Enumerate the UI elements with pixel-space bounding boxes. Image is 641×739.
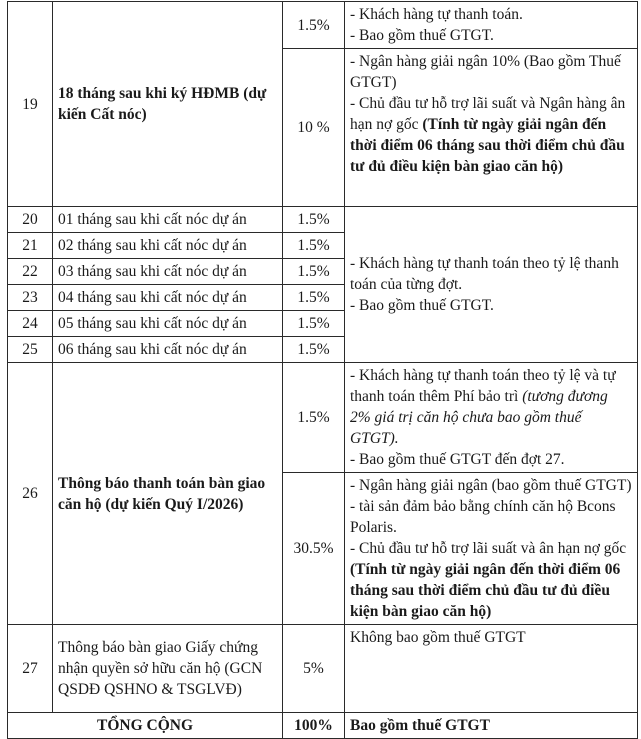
description-line bbox=[350, 365, 632, 449]
milestone-cell: 03 tháng sau khi cất nóc dự án bbox=[53, 259, 283, 285]
description-cell bbox=[345, 207, 638, 363]
total-description: Bao gồm thuế GTGT bbox=[345, 713, 638, 739]
percent-cell: 10 % bbox=[283, 49, 345, 207]
percent-cell: 1.5% bbox=[283, 363, 345, 473]
row-number: 27 bbox=[8, 625, 53, 713]
percent-cell: 1.5% bbox=[283, 285, 345, 311]
row-number: 25 bbox=[8, 337, 53, 363]
description-line bbox=[350, 538, 632, 622]
percent-cell: 5% bbox=[283, 625, 345, 713]
description-cell bbox=[345, 363, 638, 473]
description-text: - Khách hàng tự thanh toán theo tỷ lệ và tự thanh toán thêm Phí bảo trì bbox=[350, 367, 616, 405]
table-row bbox=[8, 2, 638, 49]
description-text: - Chủ đầu tư hỗ trợ lãi suất và ân hạn nợ gốc bbox=[350, 540, 627, 557]
row-number: 23 bbox=[8, 285, 53, 311]
description-line: - Khách hàng tự thanh toán theo tỷ lệ thanh toán của từng đợt. bbox=[350, 255, 619, 293]
total-percent: 100% bbox=[283, 713, 345, 739]
table-row bbox=[8, 363, 638, 473]
description-line bbox=[350, 93, 632, 177]
milestone-cell: 18 tháng sau khi ký HĐMB (dự kiến Cất nóc) bbox=[53, 2, 283, 207]
milestone-cell: 01 tháng sau khi cất nóc dự án bbox=[53, 207, 283, 233]
row-number: 24 bbox=[8, 311, 53, 337]
description-line: - Bao gồm thuế GTGT. bbox=[350, 27, 494, 44]
total-label: TỔNG CỘNG bbox=[8, 713, 283, 739]
row-number: 21 bbox=[8, 233, 53, 259]
percent-cell: 1.5% bbox=[283, 233, 345, 259]
description-line: - Khách hàng tự thanh toán. bbox=[350, 6, 523, 23]
description-cell bbox=[345, 2, 638, 49]
milestone-cell: 02 tháng sau khi cất nóc dự án bbox=[53, 233, 283, 259]
percent-cell: 1.5% bbox=[283, 259, 345, 285]
milestone-cell: Thông báo bàn giao Giấy chứng nhận quyền sở hữu căn hộ (GCN QSDĐ QSHNO & TSGLVĐ) bbox=[53, 625, 283, 713]
percent-cell: 1.5% bbox=[283, 337, 345, 363]
milestone-cell: 05 tháng sau khi cất nóc dự án bbox=[53, 311, 283, 337]
total-row bbox=[8, 713, 638, 739]
milestone-cell: 04 tháng sau khi cất nóc dự án bbox=[53, 285, 283, 311]
description-bold-text: (Tính từ ngày giải ngân đến thời điểm 06 tháng sau thời điểm chủ đầu tư đủ điều kiện bàn giao căn hộ) bbox=[350, 561, 621, 620]
milestone-cell: Thông báo thanh toán bàn giao căn hộ (dự kiến Quý I/2026) bbox=[53, 363, 283, 625]
payment-schedule-table bbox=[7, 1, 638, 739]
description-italic-text: (tương đương 2% giá trị căn hộ chưa bao gồm thuế GTGT). bbox=[350, 388, 608, 447]
milestone-cell: 06 tháng sau khi cất nóc dự án bbox=[53, 337, 283, 363]
description-bold-text: (Tính từ ngày giải ngân đến thời điểm 06 tháng sau thời điểm chủ đầu tư đủ điều kiện bàn giao căn hộ) bbox=[350, 116, 625, 175]
description-cell: Không bao gồm thuế GTGT bbox=[345, 625, 638, 713]
table-row bbox=[8, 625, 638, 713]
row-number: 26 bbox=[8, 363, 53, 625]
description-line: - Ngân hàng giải ngân 10% (Bao gồm Thuế GTGT) bbox=[350, 53, 621, 91]
percent-cell: 1.5% bbox=[283, 2, 345, 49]
description-cell bbox=[345, 473, 638, 625]
description-text: - Chủ đầu tư hỗ trợ lãi suất và Ngân hàng ân hạn nợ gốc bbox=[350, 95, 626, 133]
table-row bbox=[8, 207, 638, 233]
percent-cell: 1.5% bbox=[283, 311, 345, 337]
description-line: - Bao gồm thuế GTGT. bbox=[350, 297, 494, 314]
description-cell bbox=[345, 49, 638, 207]
percent-cell: 1.5% bbox=[283, 207, 345, 233]
row-number: 19 bbox=[8, 2, 53, 207]
description-line: - Bao gồm thuế GTGT đến đợt 27. bbox=[350, 451, 565, 468]
row-number: 20 bbox=[8, 207, 53, 233]
percent-cell: 30.5% bbox=[283, 473, 345, 625]
row-number: 22 bbox=[8, 259, 53, 285]
description-line: - Ngân hàng giải ngân (bao gồm thuế GTGT) - tài sản đảm bảo bằng chính căn hộ Bcons Polaris. bbox=[350, 477, 632, 536]
